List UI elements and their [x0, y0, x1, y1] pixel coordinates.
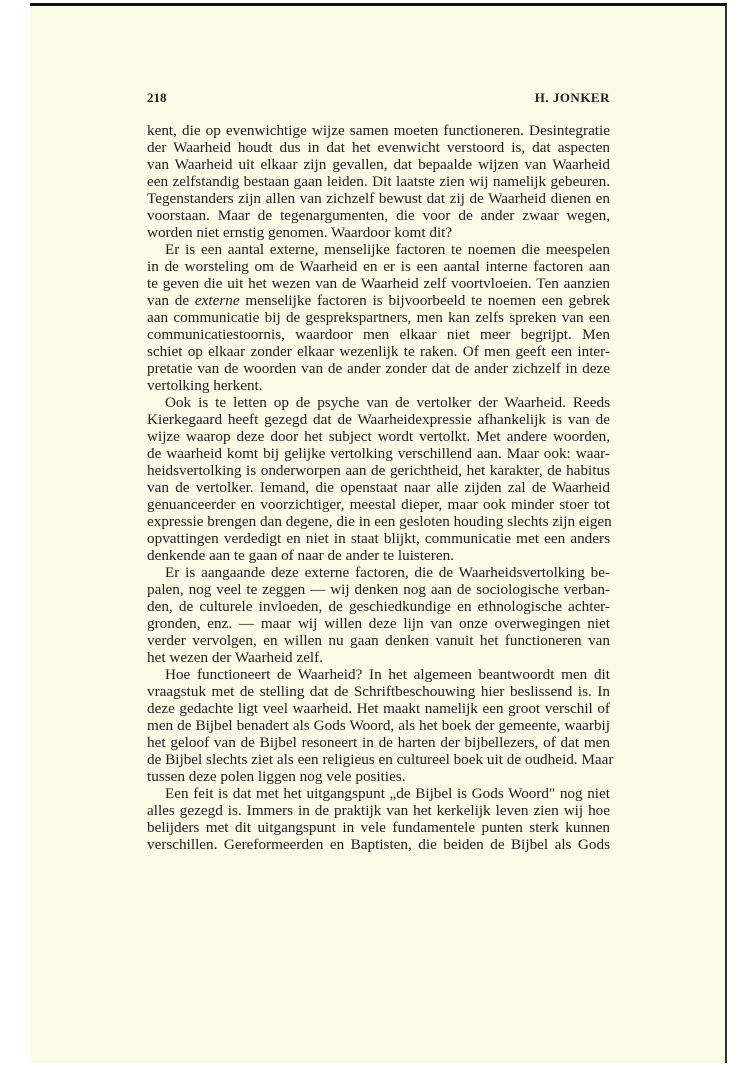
text-line: van de vertolker. Iemand, die openstaat naar alle zijden zal de Waarheid: [147, 479, 610, 496]
text-line: pretatie van de woorden van de ander zonder dat de ander zichzelf in deze: [147, 360, 610, 377]
paragraph: [147, 122, 610, 241]
text-line: worden niet ernstig genomen. Waardoor komt dit?: [147, 224, 453, 241]
text-line: denkende aan te gaan of naar de ander te luisteren.: [147, 547, 454, 564]
text-line: communicatiestoornis, waardoor men elkaar niet meer begrijpt. Men: [147, 326, 610, 343]
text-line: Tegenstanders zijn allen van zichzelf bewust dat zij de Waarheid dienen en: [147, 190, 610, 207]
body-text: [147, 122, 614, 853]
text-line: genuanceerder en voorzichtiger, meestal dieper, maar ook minder stoer tot: [147, 496, 610, 513]
text-line: te geven die uit het wezen van de Waarheid zelf voortvloeien. Ten aanzien: [147, 275, 610, 292]
paragraph: [147, 666, 614, 785]
text-line: Er is aangaande deze externe factoren, die de Waarheidsvertolking be-: [165, 564, 610, 581]
paragraph: [147, 785, 610, 853]
text-line: in de worsteling om de Waarheid en er is een aantal interne factoren aan: [147, 258, 610, 275]
text-line: Een feit is dat met het uitgangspunt „de Bijbel is Gods Woord" nog niet: [165, 785, 610, 802]
text-line: Ook is te letten op de psyche van de vertolker der Waarheid. Reeds: [165, 394, 610, 411]
text-line: schiet op elkaar zonder elkaar wezenlijk te raken. Of men geeft een inter-: [147, 343, 610, 360]
paragraph: [147, 564, 610, 666]
running-author: H. JONKER: [534, 90, 610, 105]
paragraph: [147, 394, 610, 564]
text-line: voorstaan. Maar de tegenargumenten, die voor de ander zwaar wegen,: [147, 207, 610, 224]
text-line: vraagstuk met de stelling dat de Schriftbeschouwing hier beslissend is. In: [147, 683, 610, 700]
text-line: wijze waarop deze door het subject wordt vertolkt. Met andere woorden,: [147, 428, 610, 445]
running-header: [147, 90, 610, 108]
text-line: men de Bijbel benadert als Gods Woord, als het boek der gemeente, waarbij: [147, 717, 610, 734]
text-line: heidsvertolking is onderworpen aan de gerichtheid, het karakter, de habitus: [147, 462, 610, 479]
text-line: expressie brengen dan degene, die in een gesloten houding slechts zijn eigen: [147, 513, 612, 530]
text-line: de waarheid komt bij gelijke vertolking verschillend aan. Maar ook: waar-: [147, 445, 610, 462]
text-line: aan communicatie bij de gesprekspartners, men kan zelfs spreken van een: [147, 309, 610, 326]
text-line: palen, nog veel te zeggen — wij denken nog aan de sociologische verban-: [147, 581, 610, 598]
text-line: van Waarheid uit elkaar zijn gevallen, dat bepaalde wijzen van Waarheid: [147, 156, 610, 173]
text-line: opvattingen verdedigt en niet in staat blijkt, communicatie met een anders: [147, 530, 610, 547]
text-line: een zelfstandig bestaan gaan leiden. Dit laatste zien wij namelijk gebeuren.: [147, 173, 610, 190]
text-line: vertolking herkent.: [147, 377, 263, 394]
text-line: belijders met dit uitgangspunt in vele fundamentele punten sterk kunnen: [147, 819, 610, 836]
text-line: het wezen der Waarheid zelf.: [147, 649, 324, 666]
page-number: 218: [147, 90, 167, 105]
text-line: van de externe menselijke factoren is bijvoorbeeld te noemen een gebrek: [147, 292, 610, 309]
text-line: verschillen. Gereformeerden en Baptisten, die beiden de Bijbel als Gods: [147, 836, 610, 853]
text-line: tussen deze polen liggen nog vele posities.: [147, 768, 406, 785]
text-line: de Bijbel slechts ziet als een religieus en cultureel boek uit de oudheid. Maar: [147, 751, 614, 768]
text-line: Hoe functioneert de Waarheid? In het algemeen beantwoordt men dit: [165, 666, 610, 683]
text-line: deze gedachte ligt veel waarheid. Het maakt namelijk een groot verschil of: [147, 700, 610, 717]
text-line: Kierkegaard heeft gezegd dat de Waarheidexpressie afhankelijk is van de: [147, 411, 610, 428]
text-line: kent, die op evenwichtige wijze samen moeten functioneren. Desintegratie: [147, 122, 610, 139]
text-line: alles gezegd is. Immers in de praktijk van het kerkelijk leven zien wij hoe: [147, 802, 610, 819]
text-line: den, de culturele invloeden, de geschiedkundige en ethnologische achter-: [147, 598, 610, 615]
text-line: verder vervolgen, en willen nu gaan denken vanuit het functioneren van: [147, 632, 610, 649]
scanned-page: [30, 3, 727, 1063]
text-line: der Waarheid houdt dus in dat het evenwicht verstoord is, dat aspecten: [147, 139, 610, 156]
text-line: Er is een aantal externe, menselijke factoren te noemen die meespelen: [165, 241, 610, 258]
emphasis: externe: [194, 292, 240, 309]
paragraph: [147, 241, 610, 394]
text-line: het geloof van de Bijbel resoneert in de harten der bijbellezers, of dat men: [147, 734, 610, 751]
text-line: gronden, enz. — maar wij willen deze lijn van onze overwegingen niet: [147, 615, 610, 632]
